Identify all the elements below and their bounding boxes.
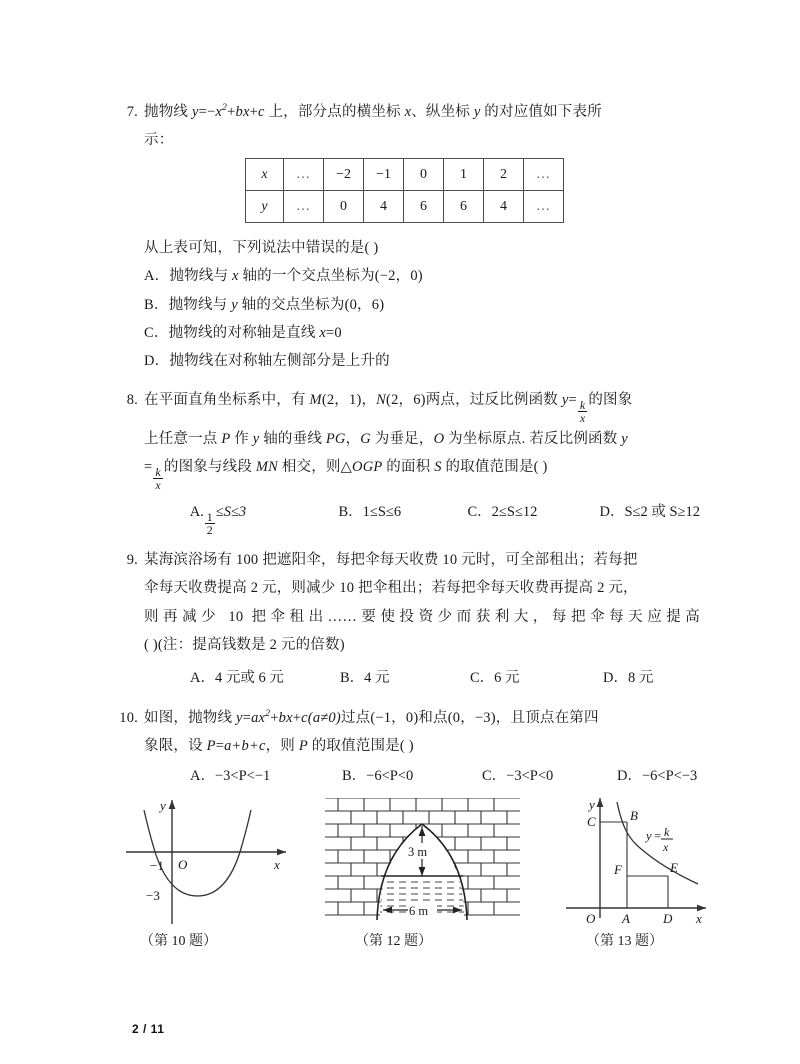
q8-fraction-k-over-x	[578, 399, 587, 424]
q9-line4-row	[110, 631, 700, 659]
q10-plus1: +	[270, 710, 279, 726]
q9-line2-row	[110, 574, 700, 602]
q8-tri-OGP: OGP	[352, 458, 383, 475]
q8-opt-a-tail: ≤S≤3	[215, 504, 247, 520]
q7-stem-part-c: 、纵坐标	[411, 104, 474, 120]
label-point-D: D	[663, 911, 673, 926]
q9-option-c[interactable]: C．6 元	[470, 670, 520, 686]
q10-l2-b: ，则	[265, 738, 299, 755]
q8-option-a[interactable]	[190, 498, 339, 536]
q7-option-b[interactable]	[110, 291, 700, 319]
brick-arch-svg	[325, 798, 520, 928]
q10-option-a[interactable]: A．−3<P<−1	[190, 768, 271, 784]
q8-seg-MN: MN	[255, 458, 279, 475]
q9-option-a[interactable]: A．4 元或 6 元	[190, 670, 284, 686]
q9-line4: ( )(注：提高钱数是 2 元的倍数)	[144, 636, 345, 653]
question-8-options	[110, 498, 700, 536]
q7-formula-x2: x	[242, 104, 250, 120]
label-axis-x: x	[696, 911, 702, 926]
q8-var-y2: y	[621, 430, 628, 447]
parabola-graph-svg	[124, 792, 314, 932]
q8-option-b[interactable]: B．1≤S≤6	[338, 504, 402, 520]
table-cell: 0	[324, 191, 364, 223]
q10-option-b[interactable]: B．−6<P<0	[342, 768, 414, 784]
q7-after-table: 从上表可知，下列说法中错误的是( )	[144, 240, 379, 256]
label-point-A: A	[622, 911, 630, 926]
q10-l1-tail: 过点(−1，0)和点(0，−3)，且顶点在第四	[340, 710, 599, 726]
q10-l1-a: 如图，抛物线	[144, 710, 237, 726]
q10-option-c[interactable]: C．−3<P<0	[482, 768, 554, 784]
table-cell: 0	[404, 159, 444, 191]
q8-l3-eq: =	[144, 458, 153, 475]
q8-line1	[144, 386, 700, 425]
q9-option-b[interactable]: B．4 元	[340, 670, 390, 686]
q9-line3: 则再减少 10 把伞租出……要使投资少而获利大，每把伞每天应提高	[144, 608, 700, 625]
q8-frac2-den: x	[155, 478, 161, 493]
question-9	[110, 546, 700, 659]
q10-coef-b: b	[278, 710, 287, 726]
q8-frac-num: k	[579, 398, 586, 413]
table-row-header-x: x	[246, 159, 284, 191]
q8-point-N: N	[376, 392, 387, 408]
curve-eq-den: x	[663, 840, 669, 854]
q7-stem-part-d: 的对应值如下表所	[480, 104, 602, 120]
q7-stem-line2-text: 示：	[144, 132, 174, 149]
caption-q12: （第 12 题）	[355, 934, 432, 949]
table-cell: −1	[364, 159, 404, 191]
q9-option-d[interactable]: D．8 元	[603, 670, 654, 686]
q8-option-d[interactable]: D．S≤2 或 S≥12	[599, 504, 700, 520]
q8-l3-a: 的图象与线段	[163, 458, 256, 475]
q7-option-c-text	[144, 319, 700, 347]
table-cell: …	[284, 191, 324, 223]
q9-line1: 某海滨浴场有 100 把遮阳伞，每把伞每天收费 10 元时，可全部租出；若每把	[144, 552, 638, 568]
q8-l2-f: 为坐标原点. 若反比例函数	[444, 430, 622, 447]
q7-after-table-line	[110, 234, 700, 262]
question-10-options	[110, 762, 710, 790]
q7-opt-b-p2: 轴的交点坐标为(0，6)	[237, 296, 385, 313]
table-cell: 1	[444, 159, 484, 191]
label-axis-y: y	[589, 797, 595, 812]
q8-l3-b: 相交，则△	[278, 458, 353, 475]
x-axis-arrow	[277, 849, 286, 856]
q8-point-G: G	[360, 430, 371, 447]
figure-q10	[124, 792, 314, 932]
question-10-stem	[110, 704, 700, 732]
q8-l3-d: 的取值范围是( )	[441, 458, 548, 475]
q9-line2: 伞每天收费提高 2 元，则减少 10 把伞租出；若每把伞每天收费再提高 2 元，	[144, 580, 638, 597]
q7-formula-c: c	[257, 104, 265, 120]
q7-opt-b-p1: 抛物线与	[168, 296, 232, 313]
q8-l1-b: (2，1)，	[321, 392, 377, 408]
question-8-stem	[110, 386, 700, 425]
q7-formula-plus1: +	[227, 104, 236, 120]
table-cell: …	[524, 159, 564, 191]
q10-line2-row	[110, 732, 700, 760]
q7-opt-c-var: x	[319, 324, 327, 341]
q7-opt-d-p1: 抛物线在对称轴左侧部分是上升的	[169, 353, 390, 370]
curve-eq-y: y	[646, 829, 652, 843]
question-9-options	[110, 664, 700, 692]
q7-var-x: x	[404, 104, 412, 120]
question-9-number: 9.	[126, 552, 138, 568]
q8-point-M: M	[309, 392, 322, 408]
q7-formula-exp: 2	[221, 102, 228, 114]
q10-var-y: y	[236, 710, 243, 726]
q7-opt-a-var: x	[232, 268, 239, 285]
q7-opt-a-p2: 轴的一个交点坐标为(−2，0)	[238, 268, 423, 285]
label-height: 3 m	[408, 845, 428, 859]
q8-line3	[144, 453, 700, 492]
q7-opt-a-p1: 抛物线与	[169, 268, 232, 285]
hyperbola-graph-svg	[560, 792, 720, 932]
q8-fraction-k-over-x-2	[153, 466, 162, 491]
q7-opt-b-var: y	[231, 296, 238, 313]
q8-line3-row	[110, 453, 700, 492]
q7-stem-part-b: 上，部分点的横坐标	[264, 104, 405, 120]
q10-l2-c: 的取值范围是( )	[307, 738, 414, 755]
q8-opt-a-label: A.	[189, 504, 204, 520]
height-arrow-down	[419, 867, 426, 876]
q8-l2-e: 为垂足，	[370, 430, 434, 447]
q10-option-d[interactable]: D．−6<P<−3	[617, 768, 698, 784]
q7-opt-a-label: A．	[144, 268, 170, 285]
q8-line2	[144, 425, 700, 453]
q10-plus2: +	[292, 710, 302, 726]
table-cell: …	[524, 191, 564, 223]
q10-coef-a: a	[251, 710, 259, 726]
q10-eq: =	[242, 710, 252, 726]
q7-formula-x: x	[215, 104, 222, 120]
parabola-curve	[144, 810, 251, 896]
q8-axis-y: y	[252, 430, 260, 447]
question-7	[110, 98, 700, 155]
q7-formula-eq: =−	[198, 104, 216, 120]
q8-frac2-num: k	[155, 465, 161, 480]
q10-line1	[144, 704, 700, 732]
label-point-E: E	[670, 860, 678, 875]
q8-opt-a-fnum: 1	[206, 509, 213, 524]
curve-equation-label	[644, 825, 673, 854]
question-9-stem	[110, 546, 700, 574]
q8-point-P: P	[221, 430, 231, 447]
table-cell: 4	[484, 191, 524, 223]
label-point-B: B	[630, 808, 638, 823]
page-footer: 2 / 11	[132, 1022, 165, 1036]
question-8	[110, 386, 700, 491]
question-10-number: 10.	[119, 710, 138, 726]
q8-option-c[interactable]: C．2≤S≤12	[467, 504, 538, 520]
label-width: 6 m	[409, 904, 429, 918]
label-axis-x: x	[274, 857, 280, 872]
q8-frac-den: x	[579, 411, 586, 426]
q7-var-y: y	[473, 104, 481, 120]
q10-abc: a+b+c	[224, 738, 266, 755]
figure-q13	[560, 792, 720, 932]
label-point-C: C	[587, 814, 596, 829]
table-cell: 6	[444, 191, 484, 223]
curve-eq-equals: =	[654, 829, 662, 843]
q10-l2-a: 象限，设	[144, 738, 207, 755]
curve-eq-num: k	[664, 825, 670, 839]
q7-stem-part-a: 抛物线	[144, 104, 192, 120]
q8-point-O: O	[433, 430, 445, 447]
table-row	[246, 159, 564, 191]
figure-q12	[325, 798, 520, 928]
q7-opt-c-p1: 抛物线的对称轴是直线	[168, 324, 320, 341]
caption-q10: （第 10 题）	[140, 934, 217, 949]
question-7-options-block	[110, 234, 700, 375]
table-cell: 2	[484, 159, 524, 191]
q8-l3-c: 的面积	[382, 458, 435, 475]
q7-opt-d-label: D．	[144, 353, 170, 370]
question-10	[110, 704, 700, 761]
q10-coef-c: c	[301, 710, 308, 726]
label-point-F: F	[614, 862, 622, 877]
q10-exp: 2	[265, 708, 271, 720]
q8-l2-a: 上任意一点	[144, 430, 222, 447]
q8-l1-d: 的图象	[588, 392, 633, 408]
q8-opt-a-fraction	[205, 511, 215, 536]
q10-var-P: P	[206, 738, 216, 755]
q7-opt-b-label: B．	[144, 296, 169, 313]
q7-option-c[interactable]	[110, 319, 700, 347]
question-7-stem-line2	[110, 126, 700, 154]
value-table	[245, 158, 564, 223]
q8-line2-row	[110, 425, 700, 453]
q7-option-d[interactable]	[110, 347, 700, 375]
q8-var-y: y	[561, 392, 569, 408]
q10-var-P2: P	[298, 738, 308, 755]
y-axis-arrow	[597, 798, 604, 807]
q10-var-x2: x	[286, 710, 293, 726]
label-origin: O	[178, 857, 188, 872]
q10-cond: (a≠0)	[307, 710, 341, 726]
q7-opt-c-p2: =0	[326, 324, 342, 341]
question-7-number: 7.	[126, 104, 138, 120]
q7-option-a-text	[144, 262, 700, 290]
table-row	[246, 191, 564, 223]
caption-q13: （第 13 题）	[586, 934, 663, 949]
q8-l2-d: ，	[345, 430, 361, 447]
table-cell: …	[284, 159, 324, 191]
table-cell: 4	[364, 191, 404, 223]
label-y-intercept: −3	[146, 888, 160, 903]
label-origin: O	[586, 911, 596, 926]
y-axis-arrow	[169, 800, 176, 809]
q8-l1-a: 在平面直角坐标系中，有	[144, 392, 310, 408]
q7-formula-plus2: +	[249, 104, 258, 120]
question-7-stem-text	[144, 98, 700, 126]
q10-l2-eq: =	[215, 738, 225, 755]
q8-eq: =	[568, 392, 577, 408]
q7-option-d-text	[144, 347, 700, 375]
q10-var-x: x	[258, 710, 266, 726]
q8-l1-c: (2，6)两点，过反比例函数	[386, 392, 562, 408]
q10-line2	[144, 732, 700, 760]
q7-option-a[interactable]	[110, 262, 700, 290]
table-cell: 6	[404, 191, 444, 223]
question-8-number: 8.	[126, 392, 138, 408]
q8-var-S: S	[434, 458, 442, 475]
q8-l2-c: 轴的垂线	[259, 430, 326, 447]
q8-l2-b: 作	[230, 430, 253, 447]
q8-seg-PG: PG	[325, 430, 346, 447]
q9-line3-row	[110, 603, 700, 631]
q7-formula-y: y	[191, 104, 199, 120]
q7-opt-c-label: C．	[144, 324, 169, 341]
q8-opt-a-fden: 2	[206, 523, 213, 538]
table-cell: −2	[324, 159, 364, 191]
q7-formula-b: b	[235, 104, 243, 120]
question-7-stem	[110, 98, 700, 126]
label-axis-y: y	[160, 798, 166, 813]
label-x-intercept: −1	[150, 858, 164, 873]
table-row-header-y: y	[246, 191, 284, 223]
q7-option-b-text	[144, 291, 700, 319]
height-arrow-up	[419, 827, 426, 836]
